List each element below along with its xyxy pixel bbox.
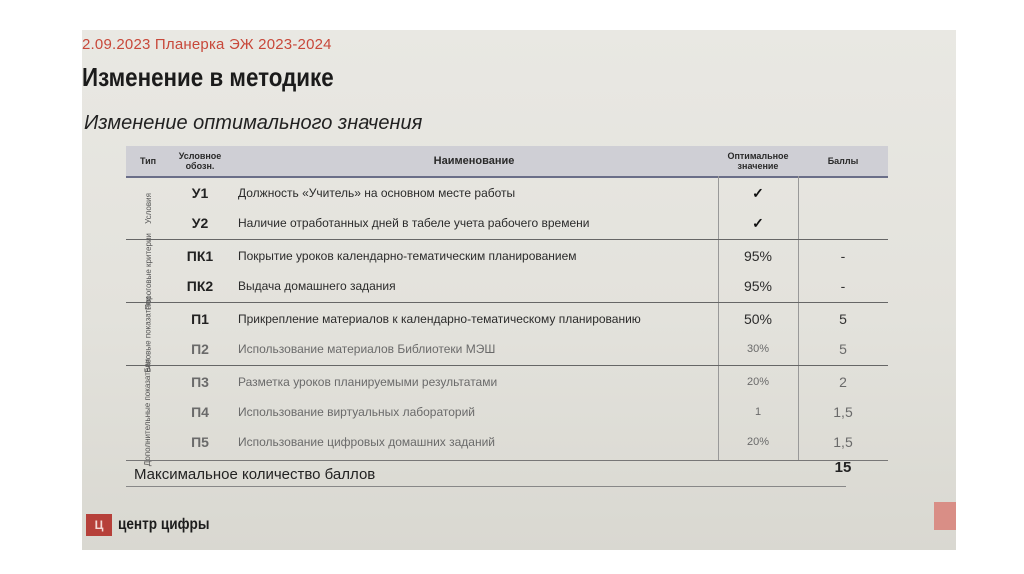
logo-text: центр цифры: [118, 516, 210, 533]
row-name: Использование материалов Библиотеки МЭШ: [238, 342, 496, 356]
header-points: Баллы: [827, 156, 859, 166]
header-type: Тип: [139, 156, 157, 166]
row-optimal: 95%: [743, 248, 773, 264]
header-code: Условное обозн.: [178, 151, 222, 171]
row-name: Прикрепление материалов к календарно-тематическому планированию: [238, 312, 641, 326]
table-row: [126, 304, 888, 334]
row-points: 2: [839, 374, 847, 390]
table-row: [126, 334, 888, 364]
row-code: П5: [191, 434, 209, 450]
row-code: П1: [191, 311, 209, 327]
header-optimal: Оптимальное значение: [727, 151, 789, 171]
methodology-table: [126, 146, 888, 486]
row-name: Покрытие уроков календарно-тематическим планированием: [238, 249, 577, 263]
row-name: Выдача домашнего задания: [238, 279, 396, 293]
table-header: [126, 146, 888, 178]
row-points: -: [840, 278, 846, 294]
row-points: [798, 178, 888, 208]
row-code: ПК2: [186, 278, 214, 294]
row-name: Должность «Учитель» на основном месте работы: [238, 186, 516, 200]
table-row: [126, 208, 888, 238]
table-row: [126, 241, 888, 271]
total-label: Максимальное количество баллов: [134, 466, 376, 483]
row-points: 5: [839, 311, 847, 327]
row-optimal: 20%: [746, 376, 770, 388]
total-divider: [126, 460, 888, 461]
group-divider: [126, 302, 888, 303]
row-optimal: 20%: [746, 436, 770, 448]
table-row: [126, 367, 888, 397]
row-name: Использование цифровых домашних заданий: [238, 435, 495, 449]
check-icon: ✓: [752, 185, 764, 201]
row-points: 1,5: [833, 434, 853, 450]
group-label-conditions: Условия: [143, 192, 153, 224]
row-code: У1: [191, 185, 209, 201]
row-points: 5: [839, 341, 847, 357]
row-code: П2: [191, 341, 209, 357]
table-row: [126, 397, 888, 427]
group-label-basic: Базовые показатели: [143, 296, 153, 372]
row-optimal: 50%: [743, 311, 773, 327]
row-code: П3: [191, 374, 209, 390]
table-row: [126, 427, 888, 457]
row-optimal: 95%: [743, 278, 773, 294]
check-icon: ✓: [752, 215, 764, 231]
row-points: 1,5: [833, 404, 853, 420]
slide-photo: [82, 30, 956, 550]
row-optimal: 1: [754, 406, 762, 418]
row-code: ПК1: [186, 248, 214, 264]
row-code: П4: [191, 404, 209, 420]
row-points: -: [840, 248, 846, 264]
group-divider: [126, 239, 888, 240]
header-name: Наименование: [433, 155, 515, 167]
total-bottom-line: [126, 486, 846, 487]
row-name: Использование виртуальных лабораторий: [238, 405, 475, 419]
row-name: Разметка уроков планируемыми результатами: [238, 375, 498, 389]
row-optimal: 30%: [746, 343, 770, 355]
row-name: Наличие отработанных дней в табеле учета рабочего времени: [238, 216, 590, 230]
slide-subtitle: Изменение оптимального значения: [84, 112, 423, 134]
table-row: [126, 178, 888, 208]
table-row: [126, 271, 888, 301]
next-slide-button[interactable]: [934, 502, 956, 530]
row-points: [798, 208, 888, 238]
row-code: У2: [191, 215, 209, 231]
group-divider: [126, 365, 888, 366]
date-line: 2.09.2023 Планерка ЭЖ 2023-2024: [82, 36, 332, 53]
logo-icon: Ц: [86, 514, 112, 536]
group-label-threshold: Пороговые критерии: [143, 232, 153, 310]
group-label-additional: Дополнительные показатели: [143, 358, 153, 466]
slide-title: Изменение в методике: [82, 62, 334, 92]
total-value: 15: [834, 459, 852, 476]
